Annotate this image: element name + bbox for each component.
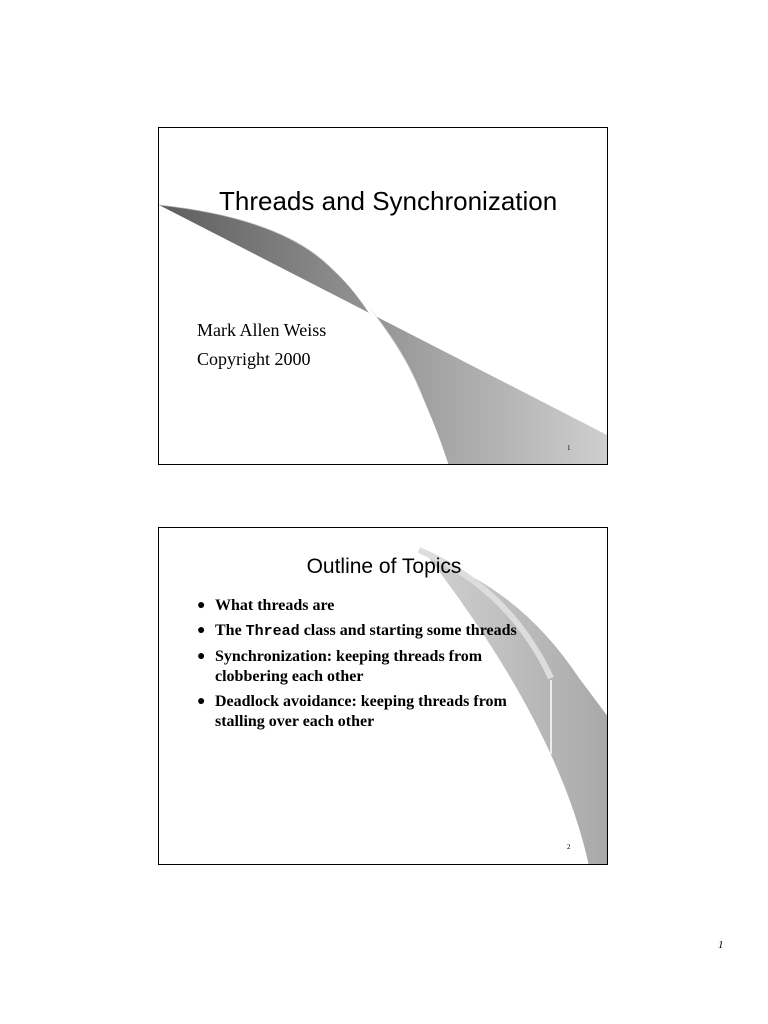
topic-list bbox=[197, 596, 557, 737]
bullet-icon: ● bbox=[197, 623, 206, 638]
slide-number: 1 bbox=[567, 444, 571, 452]
list-item: ● The Thread class and starting some threads bbox=[197, 622, 517, 640]
code-term: Thread bbox=[245, 623, 300, 640]
author-name: Mark Allen Weiss bbox=[197, 320, 327, 340]
slide-title: Outline of Topics bbox=[306, 555, 462, 578]
slide-2 bbox=[158, 527, 608, 865]
bullet-icon: ● bbox=[197, 649, 206, 664]
slide-1 bbox=[158, 127, 608, 465]
list-item: ● Synchronization: keeping threads from clobbering each other bbox=[197, 648, 483, 685]
slide-number: 2 bbox=[567, 843, 571, 851]
copyright-text: Copyright 2000 bbox=[197, 349, 311, 369]
bullet-icon: ● bbox=[197, 598, 206, 613]
slide-1-swoosh-decoration bbox=[159, 128, 608, 465]
list-item: ● Deadlock avoidance: keeping threads from stalling over each other bbox=[197, 693, 507, 730]
slide-title: Threads and Synchronization bbox=[219, 186, 558, 216]
list-item: ● What threads are bbox=[197, 597, 335, 614]
bullet-icon: ● bbox=[197, 694, 206, 709]
author-block bbox=[197, 316, 326, 374]
page-number: 1 bbox=[718, 939, 724, 951]
